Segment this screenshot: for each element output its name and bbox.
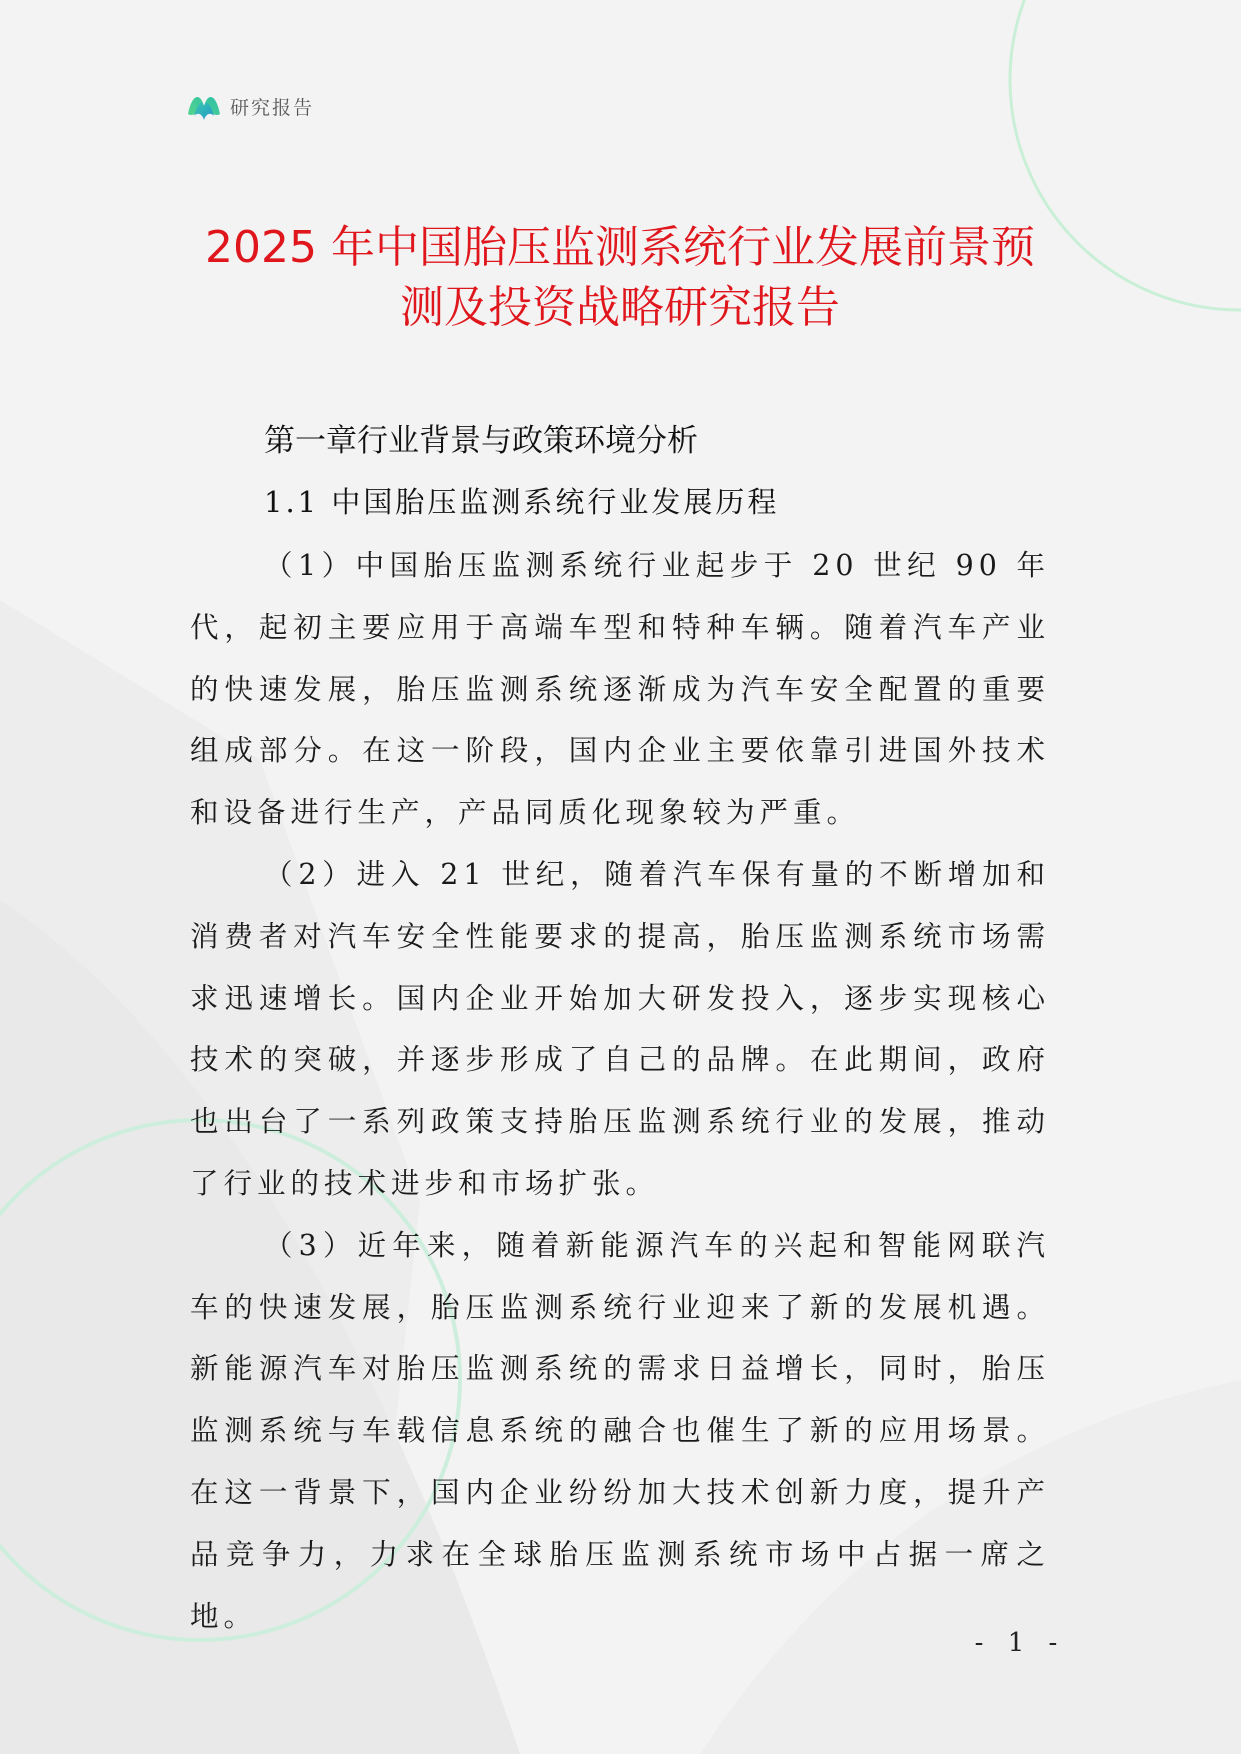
document-title (150, 218, 1090, 338)
brand-logo-icon (186, 88, 222, 124)
title-line: 2025 年中国胎压监测系统行业发展前景预 (205, 222, 1035, 273)
title-line: 测及投资战略研究报告 (400, 282, 840, 333)
page-number: - 1 - (974, 1628, 1066, 1658)
chapter-heading: 第一章行业背景与政策环境分析 (264, 423, 698, 459)
section-heading: 1.1 中国胎压监测系统行业发展历程 (264, 485, 780, 519)
report-header (186, 88, 314, 124)
paragraph: （1）中国胎压监测系统行业起步于 20 世纪 90 年代，起初主要应用于高端车型和特种车辆。随着汽车产业的快速发展，胎压监测系统逐渐成为汽车安全配置的重要组成部分。在这一阶段，国内企业主要依靠引进国外技术和设备进行生产，产品同质化现象较为严重。 (190, 549, 1050, 830)
brand-text: 研究报告 (230, 96, 315, 119)
paragraph: （3）近年来，随着新能源汽车的兴起和智能网联汽车的快速发展，胎压监测系统行业迎来了新的发展机遇。新能源汽车对胎压监测系统的需求日益增长，同时，胎压监测系统与车载信息系统的融合也催生了新的应用场景。在这一背景下，国内企业纷纷加大技术创新力度，提升产品竞争力，力求在全球胎压监测系统市场中占据一席之地。 (190, 1228, 1050, 1633)
body-text (190, 535, 1050, 1647)
paragraph: （2）进入 21 世纪，随着汽车保有量的不断增加和消费者对汽车安全性能要求的提高，胎压监测系统市场需求迅速增长。国内企业开始加大研发投入，逐步实现核心技术的突破，并逐步形成了自己的品牌。在此期间，政府也出台了一系列政策支持胎压监测系统行业的发展，推动了行业的技术进步和市场扩张。 (190, 857, 1050, 1200)
